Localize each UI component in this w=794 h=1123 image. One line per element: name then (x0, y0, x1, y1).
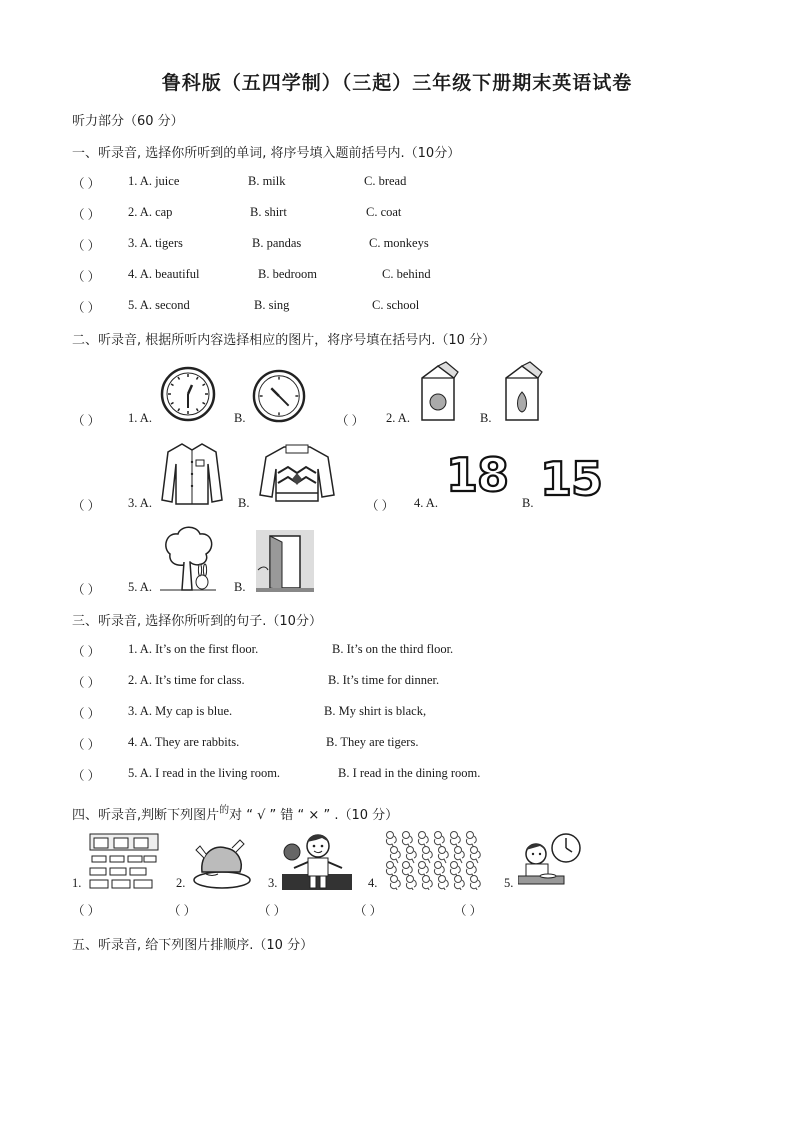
clock-icon (252, 369, 306, 423)
answer-paren[interactable]: （ ） (72, 676, 101, 690)
pic-label-2: 2. (176, 876, 186, 890)
section4-heading-text: 四、听录音,判断下列图片 (72, 808, 220, 823)
s3-q5-a: 5. A. I read in the living room. (128, 766, 281, 780)
s2-q3-b: B. (238, 496, 250, 510)
answer-paren[interactable]: （ ） (72, 707, 101, 721)
answer-paren[interactable]: （ ） (336, 414, 365, 428)
answer-paren[interactable]: （ ） (72, 499, 101, 513)
pic-label-4: 4. (368, 876, 378, 890)
answer-paren[interactable]: （ ） (72, 270, 101, 284)
s1-q1-b: B. milk (248, 174, 286, 188)
answer-paren[interactable]: （ ） (258, 904, 287, 918)
answer-paren[interactable]: （ ） (72, 904, 101, 918)
s3-q4-a: 4. A. They are rabbits. (128, 735, 240, 749)
s3-q4-b: B. They are tigers. (326, 735, 419, 749)
s2-q2-label: 2. A. (386, 411, 410, 425)
door-icon (256, 530, 314, 592)
s1-q4-b: B. bedroom (258, 267, 318, 281)
listening-header: 听力部分（60 分） (72, 114, 184, 129)
pic-label-1: 1. (72, 876, 82, 890)
s1-q3-a: 3. A. tigers (128, 236, 183, 250)
boy-eating-clock-icon (518, 832, 584, 886)
s1-q5-c: C. school (372, 298, 420, 312)
milk-carton-icon (416, 360, 460, 422)
s3-q5-b: B. I read in the dining room. (338, 766, 481, 780)
answer-paren[interactable]: （ ） (72, 414, 101, 428)
answer-paren[interactable]: （ ） (72, 301, 101, 315)
s2-q4-label: 4. A. (414, 496, 438, 510)
s1-q5-a: 5. A. second (128, 298, 190, 312)
monkeys-icon (384, 830, 490, 890)
s2-q5-label: 5. A. (128, 580, 152, 594)
s1-q1-a: 1. A. juice (128, 174, 180, 188)
section4-heading (72, 804, 398, 823)
tree-rabbit-icon (160, 524, 216, 592)
juice-carton-icon (500, 360, 544, 422)
shirt-icon (160, 440, 224, 506)
pic-label-3: 3. (268, 876, 278, 890)
section4-heading-small: 的 (219, 805, 230, 816)
s2-q4-b: B. (522, 496, 534, 510)
s3-q1-a: 1. A. It’s on the first floor. (128, 642, 259, 656)
boy-icon (282, 830, 352, 890)
section4-heading-end: 对 “ √ ” 错 “ × ” .（10 分） (229, 808, 399, 823)
s2-q3-label: 3. A. (128, 496, 152, 510)
s1-q3-b: B. pandas (252, 236, 302, 250)
answer-paren[interactable]: （ ） (72, 769, 101, 783)
answer-paren[interactable]: （ ） (366, 499, 395, 513)
s3-q2-a: 2. A. It’s time for class. (128, 673, 245, 687)
clock-icon (160, 366, 216, 422)
answer-paren[interactable]: （ ） (454, 904, 483, 918)
s3-q3-a: 3. A. My cap is blue. (128, 704, 233, 718)
answer-paren[interactable]: （ ） (72, 645, 101, 659)
s1-q1-c: C. bread (364, 174, 407, 188)
page-title: 鲁科版（五四学制）（三起）三年级下册期末英语试卷 (161, 72, 633, 94)
answer-paren[interactable]: （ ） (72, 738, 101, 752)
section1-heading: 一、听录音, 选择你所听到的单词, 将序号填入题前括号内.（10分） (72, 146, 461, 161)
number-15: 15 (540, 452, 603, 506)
answer-paren[interactable]: （ ） (168, 904, 197, 918)
s1-q2-b: B. shirt (250, 205, 287, 219)
s2-q5-b: B. (234, 580, 246, 594)
answer-paren[interactable]: （ ） (72, 208, 101, 222)
sweater-icon (258, 443, 336, 503)
s2-q1-label: 1. A. (128, 411, 152, 425)
section5-heading: 五、听录音, 给下列图片排顺序.（10 分） (72, 938, 314, 953)
section2-heading: 二、听录音, 根据所听内容选择相应的图片，将序号填在括号内.（10 分） (72, 333, 496, 348)
pic-label-5: 5. (504, 876, 514, 890)
answer-paren[interactable]: （ ） (354, 904, 383, 918)
classroom-icon (88, 832, 160, 890)
number-18: 18 (446, 448, 509, 502)
s1-q3-c: C. monkeys (369, 236, 429, 250)
s2-q2-b: B. (480, 411, 492, 425)
s1-q4-c: C. behind (382, 267, 431, 281)
s3-q2-b: B. It’s time for dinner. (328, 673, 440, 687)
s3-q1-b: B. It’s on the third floor. (332, 642, 454, 656)
section3-heading: 三、听录音, 选择你所听到的句子.（10分） (72, 614, 322, 629)
answer-paren[interactable]: （ ） (72, 583, 101, 597)
answer-paren[interactable]: （ ） (72, 239, 101, 253)
s1-q2-c: C. coat (366, 205, 402, 219)
roast-chicken-icon (192, 832, 252, 890)
s3-q3-b: B. My shirt is black, (324, 704, 427, 718)
s2-q1-b: B. (234, 411, 246, 425)
s1-q2-a: 2. A. cap (128, 205, 173, 219)
answer-paren[interactable]: （ ） (72, 177, 101, 191)
s1-q5-b: B. sing (254, 298, 290, 312)
s1-q4-a: 4. A. beautiful (128, 267, 200, 281)
